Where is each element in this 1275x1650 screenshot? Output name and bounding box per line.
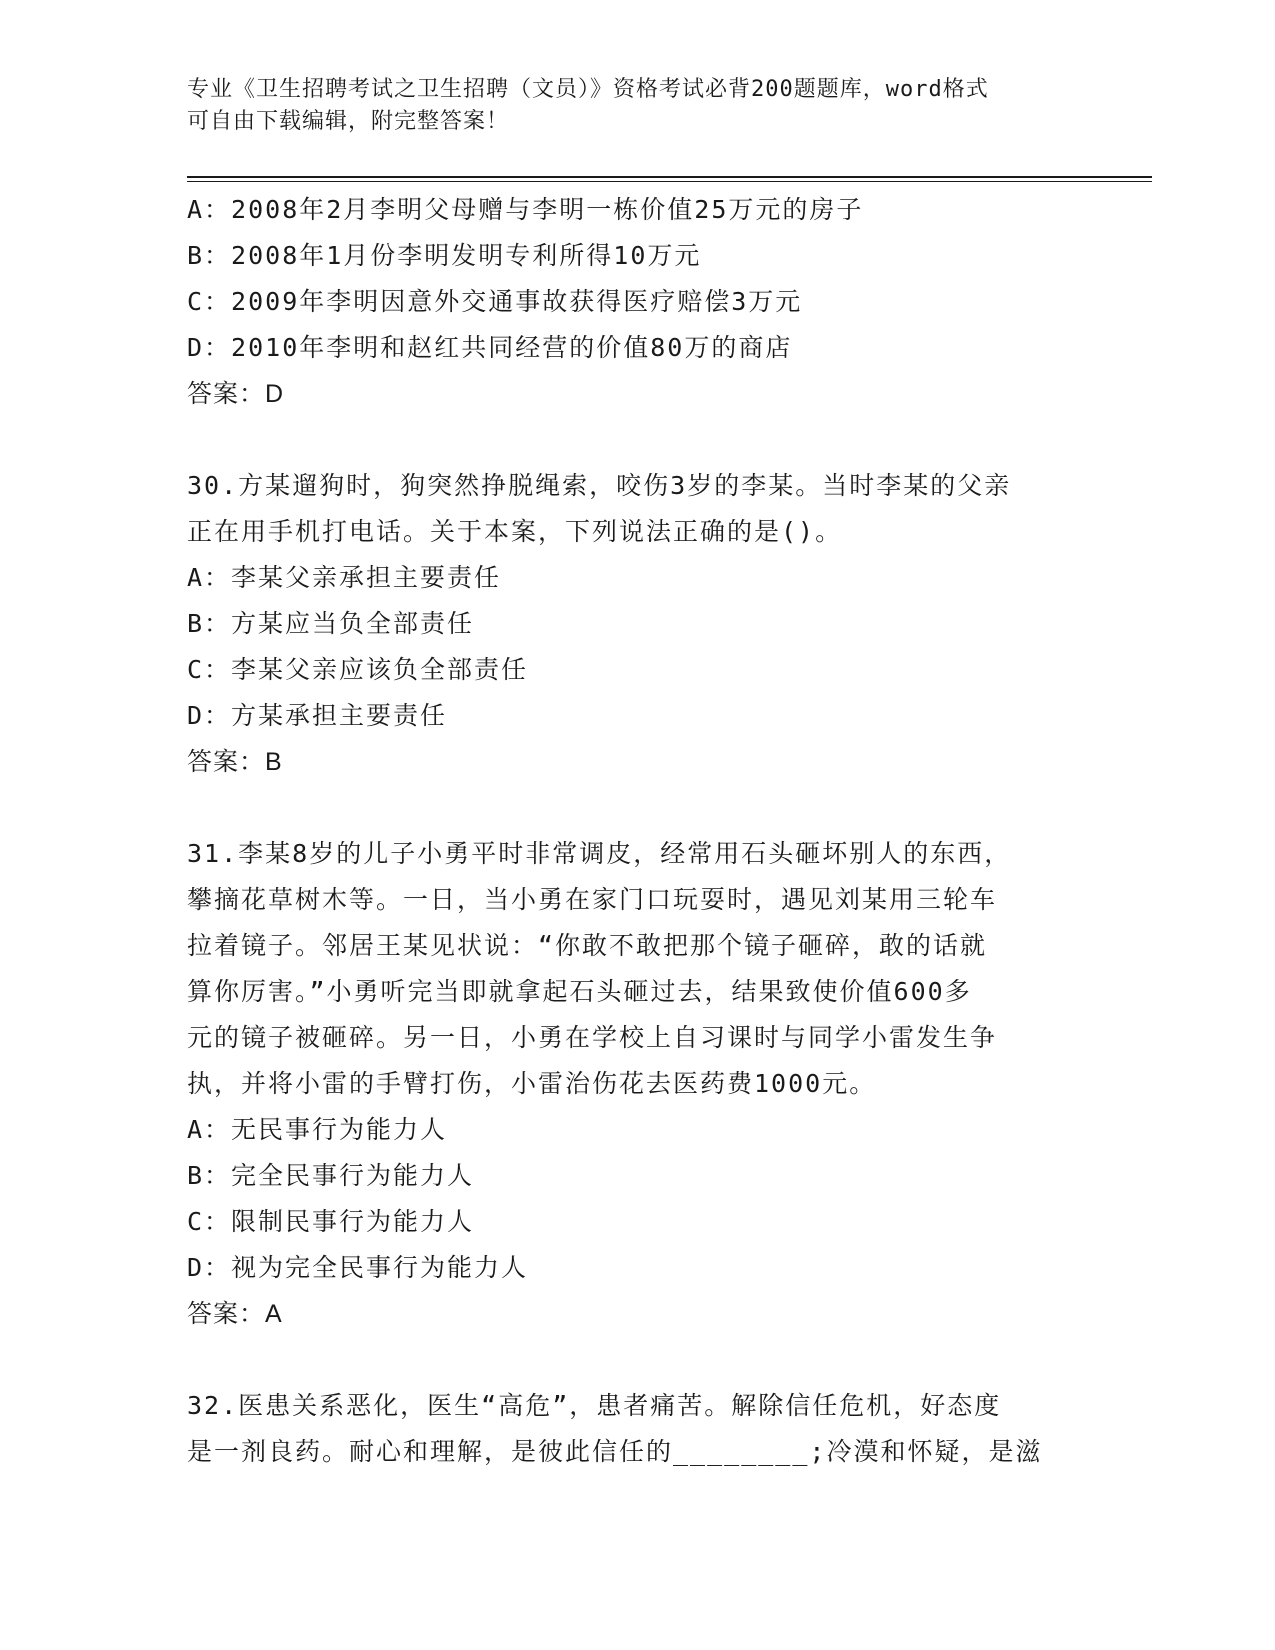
question-text-line: 攀摘花草树木等。一日，当小勇在家门口玩耍时，遇见刘某用三轮车 (187, 885, 998, 914)
option-b: B：完全民事行为能力人 (187, 1161, 475, 1190)
header-divider-thick (187, 176, 1152, 178)
header-line-1: 专业《卫生招聘考试之卫生招聘（文员）》资格考试必背200题题库，word格式 (187, 77, 989, 102)
question-text-line: 算你厉害。”小勇听完当即就拿起石头砸过去，结果致使价值600多 (187, 977, 972, 1006)
answer-line: 答案：D (187, 380, 285, 408)
option-d: D：视为完全民事行为能力人 (187, 1253, 529, 1282)
question-text-line: 是一剂良药。耐心和理解，是彼此信任的________;冷漠和怀疑，是滋 (187, 1437, 1043, 1466)
option-c: C：李某父亲应该负全部责任 (187, 655, 529, 684)
answer-line: 答案：A (187, 1300, 283, 1328)
header-line-2: 可自由下载编辑，附完整答案！ (187, 109, 510, 134)
question-text-line: 拉着镜子。邻居王某见状说：“你敢不敢把那个镜子砸碎，敢的话就 (187, 931, 988, 960)
document-body (187, 187, 1087, 1475)
header-divider-thin (187, 181, 1152, 182)
question-30 (187, 463, 1087, 785)
document-header (187, 74, 1067, 138)
question-text-line: 31.李某8岁的儿子小勇平时非常调皮，经常用石头砸坏别人的东西， (187, 839, 1012, 868)
question-gap (187, 785, 1087, 831)
option-d: D：方某承担主要责任 (187, 701, 448, 730)
question-text-line: 32.医患关系恶化，医生“高危”，患者痛苦。解除信任危机，好态度 (187, 1391, 1002, 1420)
option-c: C：限制民事行为能力人 (187, 1207, 475, 1236)
option-a: A：无民事行为能力人 (187, 1115, 448, 1144)
option-a: A：李某父亲承担主要责任 (187, 563, 502, 592)
question-text-line: 执，并将小雷的手臂打伤，小雷治伤花去医药费1000元。 (187, 1069, 877, 1098)
question-32 (187, 1383, 1087, 1475)
option-b: B：方某应当负全部责任 (187, 609, 475, 638)
question-31 (187, 831, 1087, 1337)
answer-line: 答案：B (187, 748, 283, 776)
question-29 (187, 187, 1087, 417)
question-text-line: 30.方某遛狗时，狗突然挣脱绳索，咬伤3岁的李某。当时李某的父亲 (187, 471, 1012, 500)
question-gap (187, 1337, 1087, 1383)
question-text-line: 正在用手机打电话。关于本案，下列说法正确的是()。 (187, 517, 843, 546)
question-gap (187, 417, 1087, 463)
option-d: D：2010年李明和赵红共同经营的价值80万的商店 (187, 333, 793, 362)
question-text-line: 元的镜子被砸碎。另一日，小勇在学校上自习课时与同学小雷发生争 (187, 1023, 998, 1052)
option-a: A：2008年2月李明父母赠与李明一栋价值25万元的房子 (187, 195, 864, 224)
option-b: B：2008年1月份李明发明专利所得10万元 (187, 241, 702, 270)
option-c: C：2009年李明因意外交通事故获得医疗赔偿3万元 (187, 287, 803, 316)
